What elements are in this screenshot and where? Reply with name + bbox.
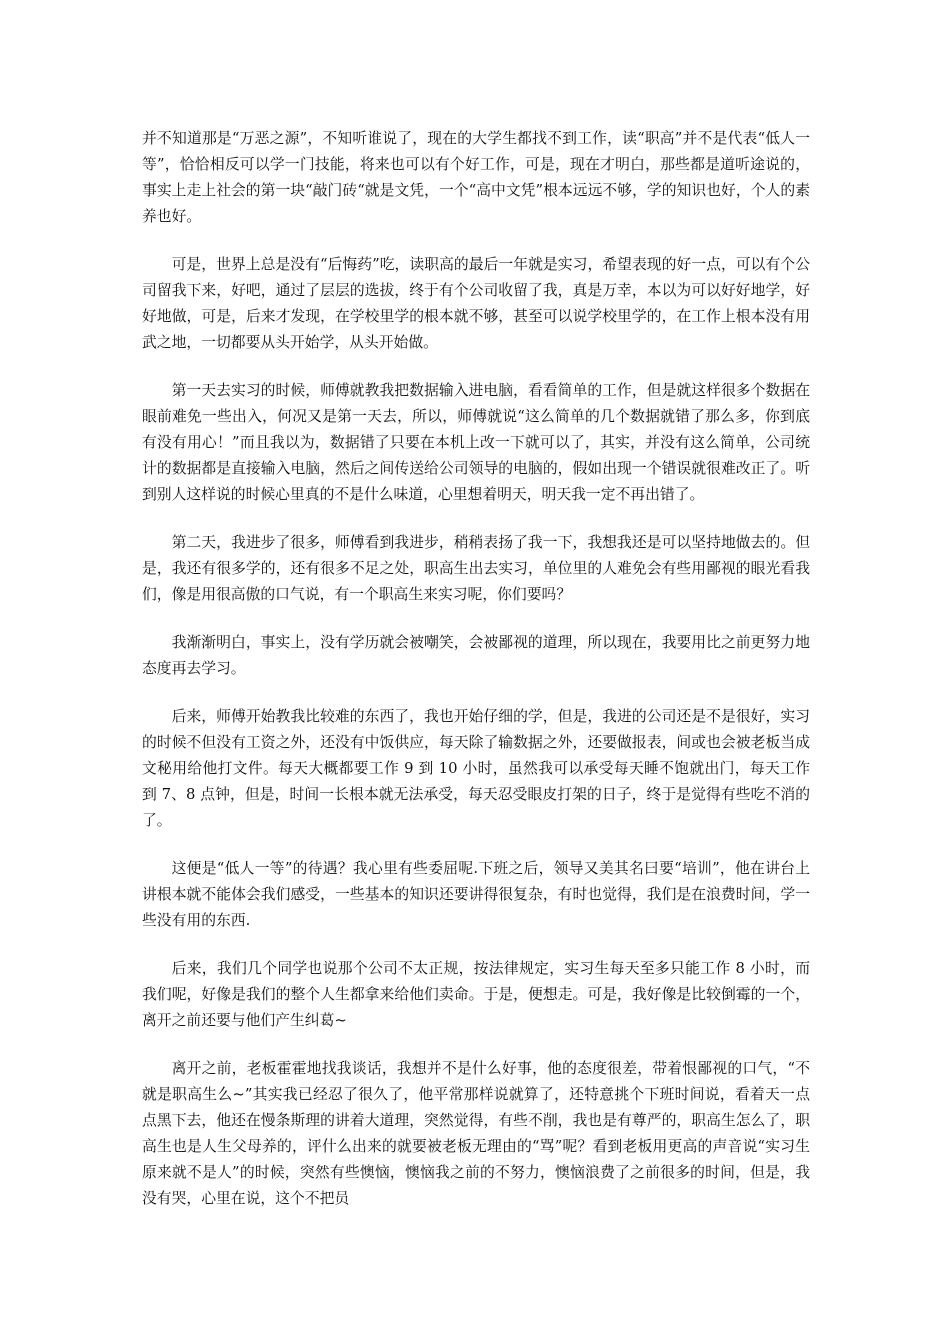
paragraph-5: 我渐渐明白，事实上，没有学历就会被嘲笑，会被鄙视的道理，所以现在，我要用比之前更努力地态度再去学习。: [142, 634, 810, 677]
paragraph-1: 并不知道那是“万恶之源”，不知听谁说了，现在的大学生都找不到工作，读“职高”并不是代表“低人一等”，恰恰相反可以学一门技能，将来也可以有个好工作，可是，现在才明白，那些都是道听途说的，事实上走上社会的第一块“敲门砖“就是文凭，一个“高中文凭”根本远远不够，学的知识也好，个人的素养也好。: [142, 130, 810, 225]
paragraph-3: 第一天去实习的时候，师傅就教我把数据输入进电脑，看看简单的工作，但是就这样很多个数据在眼前难免一些出入，何况又是第一天去，所以，师傅就说“这么简单的几个数据就错了那么多，你到底有没有用心！”而且我以为，数据错了只要在本机上改一下就可以了，其实，并没有这么简单，公司统计的数据都是直接输入电脑，然后之间传送给公司领导的电脑的，假如出现一个错误就很难改正了。听到别人这样说的时候心里真的不是什么味道，心里想着明天，明天我一定不再出错了。: [142, 382, 810, 503]
paragraph-2: 可是，世界上总是没有“后悔药”吃，读职高的最后一年就是实习，希望表现的好一点，可以有个公司留我下来，好吧，通过了层层的选拔，终于有个公司收留了我，真是万幸，本以为可以好好地学，好好地做，可是，后来才发现，在学校里学的根本就不够，甚至可以说学校里学的，在工作上根本没有用武之地，一切都要从头开始学，从头开始做。: [142, 256, 810, 351]
document-body: [142, 126, 810, 1234]
paragraph-9: 离开之前，老板霍霍地找我谈话，我想并不是什么好事，他的态度很差，带着恨鄙视的口气，“不就是职高生么~”其实我已经忍了很久了，他平常那样说就算了，还特意挑个下班时间说，看着天一点点黑下去，他还在慢条斯理的讲着大道理，突然觉得，有些不削，我也是有尊严的，职高生怎么了，职高生也是人生父母养的，评什么出来的就要被老板无理由的“骂”呢？看到老板用更高的声音说“实习生原来就不是人”的时候，突然有些懊恼，懊恼我之前的不努力，懊恼浪费了之前很多的时间，但是，我没有哭，心里在说，这个不把员: [142, 1060, 810, 1207]
paragraph-8: 后来，我们几个同学也说那个公司不太正规，按法律规定，实习生每天至多只能工作 8 小时，而我们呢，好像是我们的整个人生都拿来给他们卖命。于是，便想走。可是，我好像是比较倒霉的一个，离开之前还要与他们产生纠葛~: [142, 960, 810, 1029]
paragraph-6: 后来，师傅开始教我比较难的东西了，我也开始仔细的学，但是，我进的公司还是不是很好，实习的时候不但没有工资之外，还没有中饭供应，每天除了输数据之外，还要做报表，间或也会被老板当成文秘用给他打文件。每天大概都要工作 9 到 10 小时，虽然我可以承受每天睡不饱就出门，每天工作到 7、8 点钟，但是，时间一长根本就无法承受，每天忍受眼皮打架的日子，终于是觉得有些吃不消的了。: [142, 708, 810, 829]
paragraph-7: 这便是“低人一等”的待遇？我心里有些委屈呢.下班之后，领导又美其名曰要“培训”，他在讲台上讲根本就不能体会我们感受，一些基本的知识还要讲得很复杂，有时也觉得，我们是在浪费时间，学一些没有用的东西.: [142, 860, 810, 929]
paragraph-4: 第二天，我进步了很多，师傅看到我进步，稍稍表扬了我一下，我想我还是可以坚持地做去的。但是，我还有很多学的，还有很多不足之处，职高生出去实习，单位里的人难免会有些用鄙视的眼光看我们，像是用很高傲的口气说，有一个职高生来实习呢，你们要吗？: [142, 534, 810, 603]
